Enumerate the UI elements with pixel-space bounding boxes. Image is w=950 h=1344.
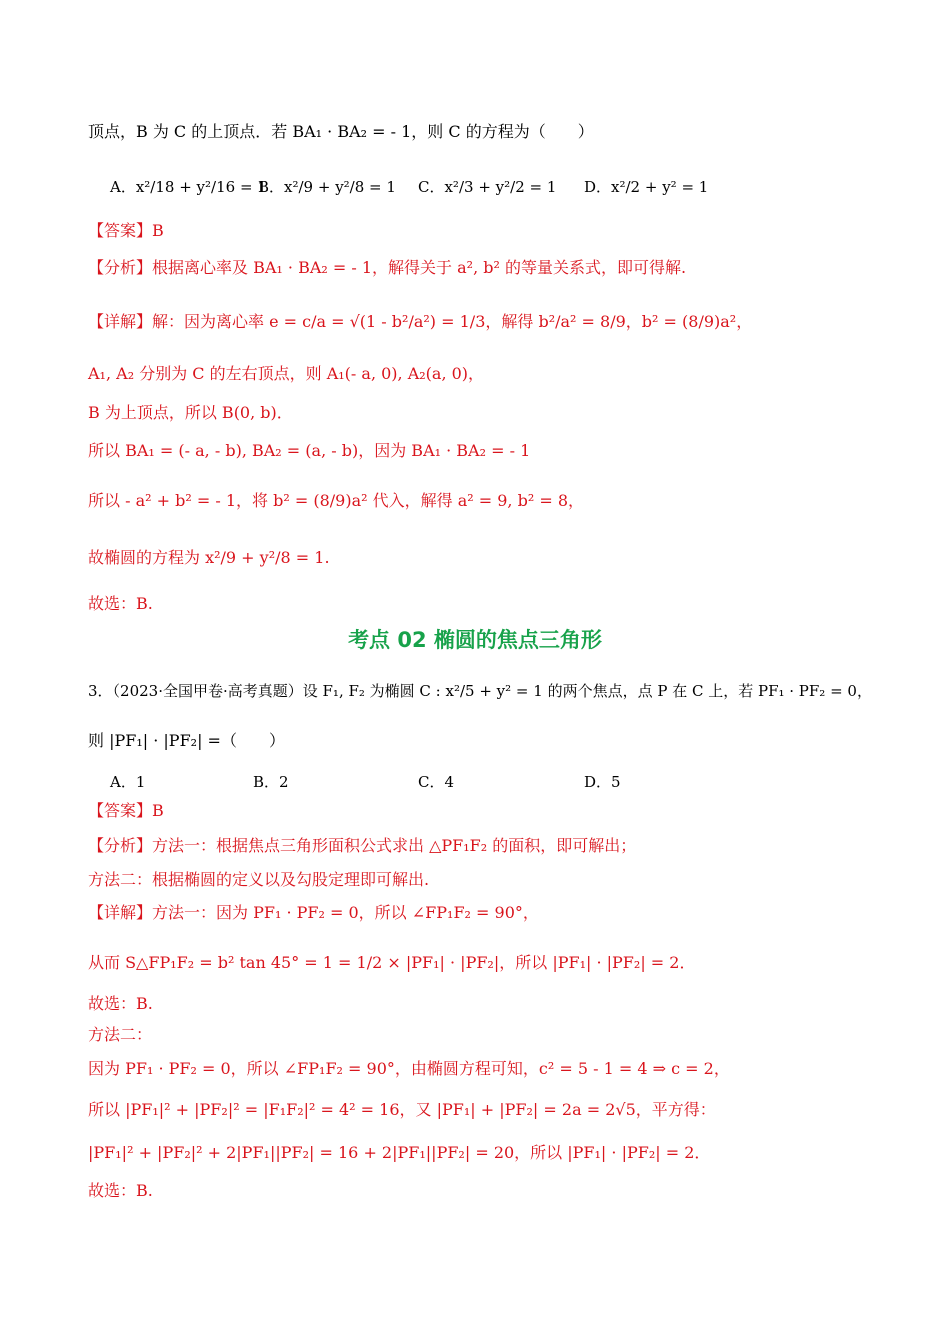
q2-answer: 【答案】B bbox=[88, 221, 164, 240]
q2-detail-2: A₁, A₂ 分别为 C 的左右顶点，则 A₁(- a, 0), A₂(a, 0)， bbox=[88, 364, 485, 383]
q3-stem-line-2: 则 |PF₁| · |PF₂| =（ ） bbox=[88, 731, 285, 750]
q3-option-d: D．5 bbox=[584, 773, 621, 791]
q3-detail-3: 故选：B. bbox=[88, 994, 153, 1013]
q3-detail-6: 所以 |PF₁|² + |PF₂|² = |F₁F₂|² = 4² = 16，又 |PF₁| + |PF₂| = 2a = 2√5，平方得： bbox=[88, 1100, 716, 1119]
q2-option-a: A．x²/18 + y²/16 = 1 bbox=[110, 178, 267, 196]
q3-analysis-2: 方法二：根据椭圆的定义以及勾股定理即可解出. bbox=[88, 870, 430, 889]
q2-option-d: D．x²/2 + y² = 1 bbox=[584, 178, 709, 196]
q3-detail-4: 方法二： bbox=[88, 1025, 153, 1044]
q3-stem-line-1: 3．（2023·全国甲卷·高考真题）设 F₁, F₂ 为椭圆 C : x²/5 + y² = 1 的两个焦点，点 P 在 C 上，若 PF₁ · PF₂ = 0， bbox=[88, 682, 872, 700]
q2-option-b: B．x²/9 + y²/8 = 1 bbox=[258, 178, 396, 196]
q2-detail-1: 【详解】解：因为离心率 e = c/a = √(1 - b²/a²) = 1/3，解得 b²/a² = 8/9，b² = (8/9)a²， bbox=[88, 312, 753, 331]
q2-detail-7: 故选：B. bbox=[88, 594, 153, 613]
q3-detail-2: 从而 S△FP₁F₂ = b² tan 45° = 1 = 1/2 × |PF₁| · |PF₂|，所以 |PF₁| · |PF₂| = 2． bbox=[88, 953, 696, 972]
q2-stem: 顶点，B 为 C 的上顶点．若 BA₁ · BA₂ = - 1，则 C 的方程为（ ） bbox=[88, 122, 594, 141]
q3-detail-7: |PF₁|² + |PF₂|² + 2|PF₁||PF₂| = 16 + 2|PF₁||PF₂| = 20，所以 |PF₁| · |PF₂| = 2． bbox=[88, 1143, 711, 1162]
q3-detail-1: 【详解】方法一：因为 PF₁ · PF₂ = 0，所以 ∠FP₁F₂ = 90°， bbox=[88, 903, 539, 922]
section-heading: 考点 02 椭圆的焦点三角形 bbox=[348, 628, 602, 652]
q2-analysis: 【分析】根据离心率及 BA₁ · BA₂ = - 1，解得关于 a², b² 的等量关系式，即可得解. bbox=[88, 258, 687, 277]
q2-option-c: C．x²/3 + y²/2 = 1 bbox=[418, 178, 557, 196]
q2-detail-4: 所以 BA₁ = (- a, - b), BA₂ = (a, - b)，因为 BA₁ · BA₂ = - 1 bbox=[88, 441, 531, 460]
q3-option-a: A．1 bbox=[110, 773, 146, 791]
q2-detail-5: 所以 - a² + b² = - 1，将 b² = (8/9)a² 代入，解得 a² = 9, b² = 8， bbox=[88, 491, 584, 510]
q3-detail-5: 因为 PF₁ · PF₂ = 0，所以 ∠FP₁F₂ = 90°，由椭圆方程可知，c² = 5 - 1 = 4 ⇒ c = 2， bbox=[88, 1059, 730, 1078]
q3-answer: 【答案】B bbox=[88, 801, 164, 820]
q2-detail-3: B 为上顶点，所以 B(0, b)． bbox=[88, 403, 293, 422]
q3-option-c: C．4 bbox=[418, 773, 455, 791]
q2-detail-6: 故椭圆的方程为 x²/9 + y²/8 = 1. bbox=[88, 548, 330, 567]
q3-analysis-1: 【分析】方法一：根据焦点三角形面积公式求出 △PF₁F₂ 的面积，即可解出； bbox=[88, 836, 637, 855]
q3-detail-8: 故选：B. bbox=[88, 1181, 153, 1200]
q3-option-b: B．2 bbox=[253, 773, 289, 791]
